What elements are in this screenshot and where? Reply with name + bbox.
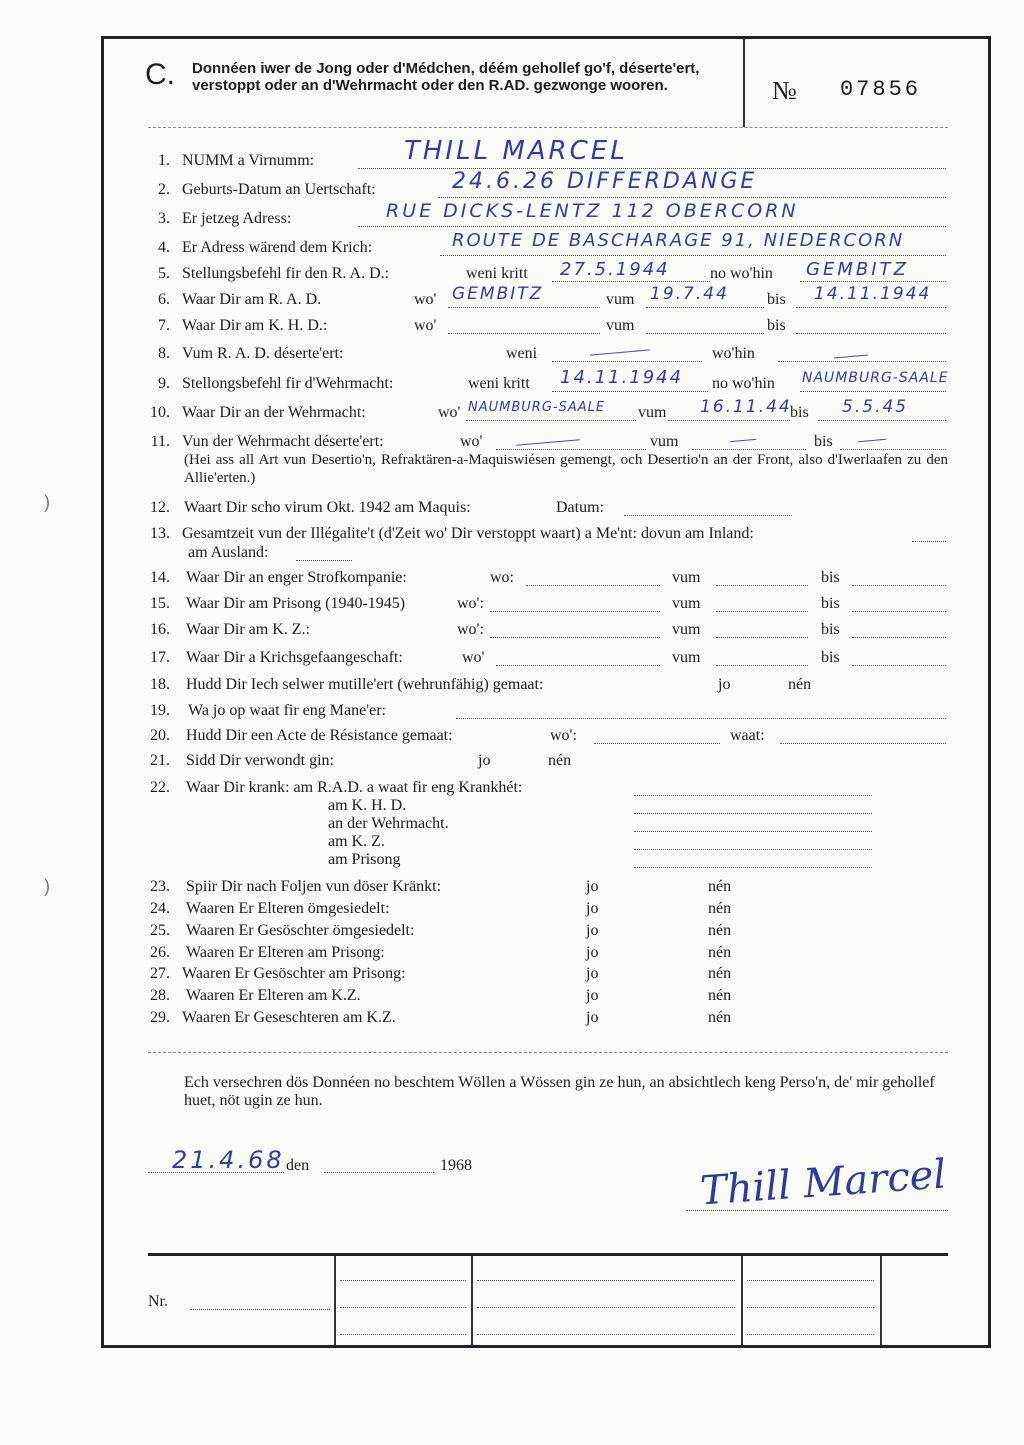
item-20-where-line	[594, 743, 720, 744]
declaration-text: Ech versechren dös Donnéen no beschtem Wöllen a Wössen gin ze hun, an absichtlech keng Perso'n, de' mir gehollef huet, nöt ugin ze hun.	[184, 1074, 935, 1109]
item-17-where-line	[496, 665, 660, 666]
item-29-no: nén	[708, 1009, 732, 1026]
item-16-where-line	[490, 637, 660, 638]
item-25-number: 25.	[150, 922, 170, 939]
item-10-where-line	[466, 420, 636, 421]
item-23-number: 23.	[150, 878, 170, 895]
item-9-when-label: weni kritt	[468, 375, 530, 392]
item-22-line-prisong	[634, 867, 872, 868]
item-18-no: nén	[788, 676, 812, 693]
item-21-number: 21.	[150, 752, 170, 769]
item-9-label: Stellongsbefehl fir d'Wehrmacht:	[182, 375, 394, 392]
item-15-label: Waar Dir am Prisong (1940-1945)	[186, 595, 406, 612]
item-10-from-line	[668, 420, 790, 421]
item-5-where-label: no wo'hin	[710, 265, 773, 282]
item-14-number: 14.	[150, 569, 170, 586]
item-7-label: Waar Dir am K. H. D.:	[182, 317, 328, 334]
item-8-number: 8.	[158, 345, 170, 362]
item-10-where-answer: NAUMBURG-SAALE	[468, 400, 606, 415]
item-11-from-line	[692, 449, 806, 450]
item-6-from-line	[646, 307, 764, 308]
item-12-date-label: Datum:	[556, 499, 604, 516]
item-5-when-label: weni kritt	[466, 265, 528, 282]
item-14-from-line	[716, 585, 808, 586]
item-25-label: Waaren Er Gesöschter ömgesiedelt:	[186, 922, 415, 939]
item-25-no: nén	[708, 922, 732, 939]
item-8-when-strike	[590, 349, 650, 355]
item-16-to-line	[852, 637, 946, 638]
item-16-label: Waar Dir am K. Z.:	[186, 621, 310, 638]
item-11-note: (Hei ass all Art vun Desertio'n, Refraktären-a-Maquiswiésen gemengt, och Desertio'n an der Front, also d'Iwerlaafen zu den Allie'erten.)	[184, 452, 948, 486]
item-17-to-line	[852, 665, 946, 666]
item-20-number: 20.	[150, 727, 170, 744]
item-28-label: Waaren Er Elteren am K.Z.	[186, 987, 361, 1004]
footer-col-divider-2	[471, 1256, 473, 1345]
frame-right-border	[988, 36, 991, 1348]
item-11-where-line	[496, 449, 646, 450]
item-22-sub-prisong: am Prisong	[328, 851, 401, 868]
item-5-when-answer: 27.5.1944	[560, 259, 670, 280]
item-10-to-label: bis	[790, 404, 809, 421]
item-17-number: 17.	[150, 649, 170, 666]
item-16-where-label: wo':	[457, 621, 484, 638]
item-8-where-line	[778, 361, 946, 362]
frame-bottom-border	[103, 1345, 991, 1348]
item-27-yes: jo	[586, 965, 599, 982]
form-number: 07856	[840, 77, 922, 102]
item-18-yes: jo	[718, 676, 731, 693]
item-11-from-strike	[730, 439, 756, 442]
item-13-inland-line	[912, 541, 946, 542]
item-4-answer: ROUTE DE BASCHARAGE 91, NIEDERCORN	[452, 230, 905, 251]
date-den-line	[324, 1172, 434, 1173]
item-26-label: Waaren Er Elteren am Prisong:	[186, 944, 385, 961]
footer-nr-label: Nr.	[148, 1293, 168, 1310]
footer-cell-line	[747, 1334, 874, 1335]
item-23-label: Spiir Dir nach Foljen vun döser Kränkt:	[186, 878, 442, 895]
item-4-label: Er Adress wärend dem Krich:	[182, 239, 373, 256]
item-24-no: nén	[708, 900, 732, 917]
item-12-number: 12.	[150, 499, 170, 516]
item-22-line-kz	[634, 849, 872, 850]
item-6-label: Waar Dir am R. A. D.	[182, 291, 322, 308]
footer-cell-line	[477, 1280, 735, 1281]
item-28-number: 28.	[150, 987, 170, 1004]
item-7-to-line	[796, 333, 946, 334]
item-8-label: Vum R. A. D. déserte'ert:	[182, 345, 344, 362]
item-19-number: 19.	[150, 702, 170, 719]
item-2-answer: 24.6.26 DIFFERDANGE	[452, 169, 758, 194]
item-7-where-line	[448, 333, 600, 334]
item-11-to-label: bis	[814, 433, 833, 450]
item-11-label: Vun der Wehrmacht déserte'ert:	[182, 433, 384, 450]
item-20-label: Hudd Dir een Acte de Résistance gemaat:	[186, 727, 453, 744]
item-7-number: 7.	[158, 317, 170, 334]
item-14-label: Waar Dir an enger Strofkompanie:	[186, 569, 407, 586]
item-6-to-label: bis	[767, 291, 786, 308]
item-15-number: 15.	[150, 595, 170, 612]
item-10-from-label: vum	[638, 404, 667, 421]
item-17-from-line	[716, 665, 808, 666]
footer-cell-line	[340, 1307, 466, 1308]
footer-col-divider-3	[741, 1256, 743, 1345]
item-14-where-line	[526, 585, 660, 586]
item-16-to-label: bis	[821, 621, 840, 638]
item-21-label: Sidd Dir verwondt gin:	[186, 752, 334, 769]
date-den-label: den	[286, 1157, 310, 1174]
item-6-where-answer: GEMBITZ	[452, 284, 544, 304]
item-11-where-label: wo'	[460, 433, 483, 450]
item-8-when-label: weni	[506, 345, 538, 362]
item-21-yes: jo	[478, 752, 491, 769]
footer-rule	[148, 1253, 948, 1256]
item-22-sub-khd: am K. H. D.	[328, 797, 407, 814]
item-22-line-rad	[634, 795, 872, 796]
section-letter: C.	[145, 58, 175, 91]
item-22-label: Waar Dir krank: am R.A.D. a waat fir eng Krankhét:	[186, 779, 523, 796]
item-18-label: Hudd Dir Iech selwer mutille'ert (wehrunfähig) gemaat:	[186, 676, 544, 693]
item-22-sub-wehrmacht: an der Wehrmacht.	[328, 815, 449, 832]
item-24-label: Waaren Er Elteren ömgesiedelt:	[186, 900, 390, 917]
item-27-number: 27.	[150, 965, 170, 982]
item-5-label: Stellungsbefehl fir den R. A. D.:	[182, 265, 390, 282]
item-20-where-label: wo':	[550, 727, 577, 744]
item-17-from-label: vum	[672, 649, 701, 666]
item-22-number: 22.	[150, 779, 170, 796]
item-23-yes: jo	[586, 878, 599, 895]
item-19-label: Wa jo op waat fir eng Mane'er:	[188, 702, 386, 719]
item-22-sub-kz: am K. Z.	[328, 833, 385, 850]
header-divider	[743, 39, 745, 127]
item-7-from-label: vum	[606, 317, 635, 334]
item-9-where-label: no wo'hin	[712, 375, 775, 392]
item-9-where-line	[800, 391, 946, 392]
item-5-where-answer: GEMBITZ	[806, 259, 909, 280]
item-6-where-line	[448, 307, 600, 308]
item-10-where-label: wo'	[438, 404, 461, 421]
item-9-where-answer: NAUMBURG-SAALE	[802, 370, 949, 386]
item-10-to-line	[818, 420, 946, 421]
item-28-yes: jo	[586, 987, 599, 1004]
item-7-where-label: wo'	[414, 317, 437, 334]
item-10-number: 10.	[150, 404, 170, 421]
item-17-to-label: bis	[821, 649, 840, 666]
item-3-label: Er jetzeg Adress:	[182, 210, 292, 227]
footer-cell-line	[477, 1307, 735, 1308]
item-10-to-answer: 5.5.45	[842, 397, 909, 417]
item-13-abroad-line	[296, 560, 352, 561]
item-20-what-line	[780, 743, 946, 744]
footer-col-divider-4	[880, 1256, 882, 1345]
date-handwritten: 21.4.68	[172, 1146, 285, 1174]
item-10-label: Waar Dir an der Wehrmacht:	[182, 404, 366, 421]
item-3-answer: RUE DICKS-LENTZ 112 OBERCORN	[386, 200, 799, 222]
item-11-to-line	[840, 449, 946, 450]
item-26-no: nén	[708, 944, 732, 961]
item-6-where-label: wo'	[414, 291, 437, 308]
item-2-label: Geburts-Datum an Uertschaft:	[182, 181, 376, 198]
item-9-when-line	[552, 391, 708, 392]
item-5-number: 5.	[158, 265, 170, 282]
item-14-where-label: wo:	[490, 569, 514, 586]
date-year: 1968	[440, 1157, 472, 1174]
footer-cell-line	[340, 1334, 466, 1335]
signature: Thill Marcel	[698, 1151, 948, 1215]
item-14-to-label: bis	[821, 569, 840, 586]
item-25-yes: jo	[586, 922, 599, 939]
item-16-from-line	[716, 637, 808, 638]
item-18-number: 18.	[150, 676, 170, 693]
item-4-line	[440, 255, 946, 256]
item-13-abroad-label: am Ausland:	[188, 544, 269, 561]
item-6-from-label: vum	[606, 291, 635, 308]
item-27-label: Waaren Er Gesöschter am Prisong:	[182, 965, 406, 982]
item-14-to-line	[852, 585, 946, 586]
item-6-number: 6.	[158, 291, 170, 308]
footer-nr-line	[190, 1309, 330, 1310]
item-15-from-line	[716, 611, 808, 612]
item-1-number: 1.	[158, 152, 170, 169]
item-1-answer: THILL MARCEL	[404, 136, 628, 166]
item-13-label: Gesamtzeit vun der Illégalite't (d'Zeit wo' Dir verstoppt waart) a Me'nt: dovun am Inland:	[182, 525, 754, 542]
item-27-no: nén	[708, 965, 732, 982]
item-24-number: 24.	[150, 900, 170, 917]
frame-top-border	[103, 36, 991, 39]
item-6-to-line	[796, 307, 946, 308]
number-sign: №	[772, 76, 797, 105]
item-7-to-label: bis	[767, 317, 786, 334]
item-16-number: 16.	[150, 621, 170, 638]
footer-cell-line	[477, 1334, 735, 1335]
item-11-number: 11.	[150, 433, 170, 450]
item-28-no: nén	[708, 987, 732, 1004]
item-12-label: Waart Dir scho virum Okt. 1942 am Maquis:	[184, 499, 471, 516]
item-8-where-label: wo'hin	[712, 345, 755, 362]
item-4-number: 4.	[158, 239, 170, 256]
item-10-from-answer: 16.11.44	[700, 397, 792, 417]
item-3-line	[358, 226, 946, 227]
section-title: Donnéen iwer de Jong oder d'Médchen, déém gehollef go'f, déserte'ert, verstoppt oder an d'Wehrmacht oder den R.AD. gezwonge wooren.	[192, 60, 700, 94]
item-13-number: 13.	[150, 525, 170, 542]
item-26-yes: jo	[586, 944, 599, 961]
item-29-yes: jo	[586, 1009, 599, 1026]
item-7-from-line	[646, 333, 764, 334]
item-24-yes: jo	[586, 900, 599, 917]
item-16-from-label: vum	[672, 621, 701, 638]
item-3-number: 3.	[158, 210, 170, 227]
item-22-line-wehrmacht	[634, 831, 872, 832]
binder-mark-2: )	[44, 876, 50, 896]
item-2-number: 2.	[158, 181, 170, 198]
item-12-date-line	[624, 515, 792, 516]
frame-left-border	[101, 36, 104, 1348]
item-22-line-khd	[634, 813, 872, 814]
item-5-where-line	[800, 281, 946, 282]
item-14-from-label: vum	[672, 569, 701, 586]
footer-cell-line	[340, 1280, 466, 1281]
header-separator	[148, 127, 948, 128]
footer-cell-line	[747, 1280, 874, 1281]
item-15-to-label: bis	[821, 595, 840, 612]
item-15-to-line	[852, 611, 946, 612]
item-21-no: nén	[548, 752, 572, 769]
item-5-when-line	[552, 281, 710, 282]
item-2-line	[438, 197, 946, 198]
item-11-from-label: vum	[650, 433, 679, 450]
item-17-label: Waar Dir a Krichsgefaangeschaft:	[186, 649, 403, 666]
item-1-label: NUMM a Virnumm:	[182, 152, 315, 169]
item-23-no: nén	[708, 878, 732, 895]
section-separator	[148, 1052, 948, 1053]
footer-col-divider-1	[334, 1256, 336, 1345]
item-15-from-label: vum	[672, 595, 701, 612]
item-11-to-strike	[858, 439, 886, 442]
footer-cell-line	[747, 1307, 874, 1308]
item-15-where-line	[490, 611, 660, 612]
item-9-number: 9.	[158, 375, 170, 392]
item-29-label: Waaren Er Geseschteren am K.Z.	[182, 1009, 396, 1026]
item-9-when-answer: 14.11.1944	[560, 367, 684, 388]
item-11-where-strike	[516, 439, 580, 446]
item-8-when-line	[552, 361, 702, 362]
item-29-number: 29.	[150, 1009, 170, 1026]
item-8-where-strike	[834, 355, 868, 359]
binder-mark-1: )	[44, 492, 50, 512]
item-6-from-answer: 19.7.44	[650, 284, 729, 304]
item-6-to-answer: 14.11.1944	[814, 284, 932, 304]
item-26-number: 26.	[150, 944, 170, 961]
item-15-where-label: wo':	[457, 595, 484, 612]
item-17-where-label: wo'	[462, 649, 485, 666]
item-19-line	[456, 718, 946, 719]
item-20-what-label: waat:	[730, 727, 765, 744]
